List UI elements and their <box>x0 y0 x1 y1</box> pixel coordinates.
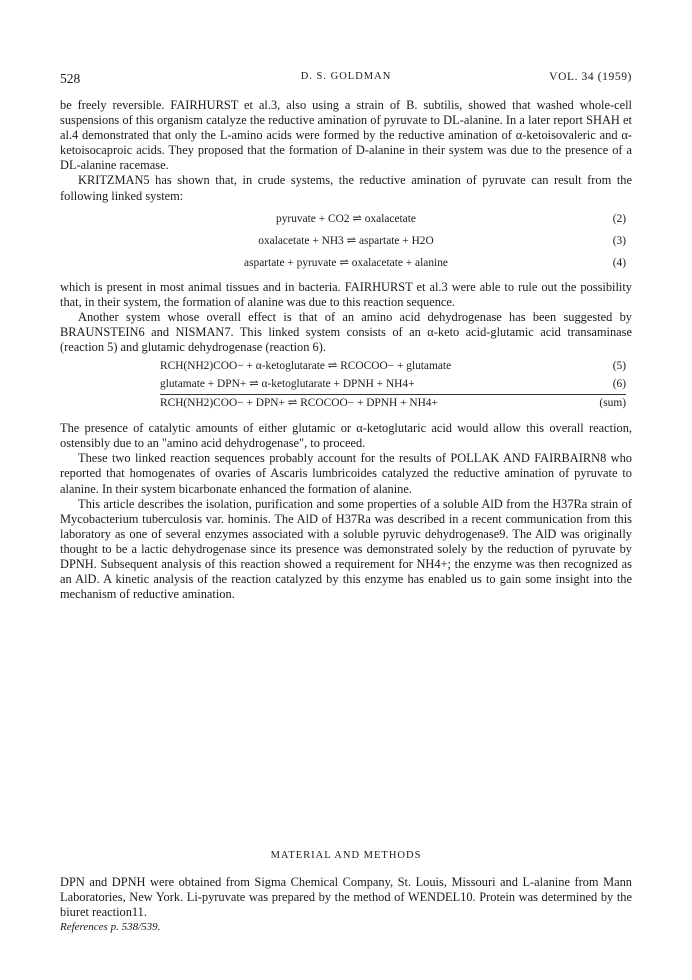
equation-text: pyruvate + CO2 ⇌ oxalacetate <box>276 212 416 225</box>
volume-info: VOL. 34 (1959) <box>549 71 632 83</box>
equation-number: (6) <box>612 378 626 391</box>
paragraph-7: This article describes the isolation, purification and some properties of a soluble AlD from the H37Ra strain of Mycobacterium tuberculosis var. hominis. The AlD of H37Ra was described in a recent communication from this laboratory as one of several enzymes associated with a soluble pyruvic dehydrogenase9. The AlD was originally thought to be a lactic dehydrogenase since its presence was demonstrated solely by the reduction of pyruvate by DPNH. Subsequent analysis of this reaction showed a requirement for NH4+; the enzyme was then recognized as an AlD. A kinetic analysis of the reaction catalyzed by this enzyme has enabled us to gain some insight into the mechanism of reductive amination. <box>60 496 632 602</box>
page-number: 528 <box>60 71 81 86</box>
equation-sum <box>160 395 632 413</box>
paragraph-4: Another system whose overall effect is that of an amino acid dehydrogenase has been suggested by BRAUNSTEIN6 and NISMAN7. This linked system consists of an α-keto acid-glutamic acid transaminase (reaction 5) and glutamic dehydrogenase (reaction 6). <box>60 309 632 355</box>
equation-number: (4) <box>612 256 626 269</box>
equation-5 <box>160 358 632 376</box>
references-footnote: References p. 538/539. <box>60 921 161 934</box>
equation-text: RCH(NH2)COO− + DPN+ ⇌ RCOCOO− + DPNH + NH4+ <box>160 397 438 410</box>
equation-6 <box>160 376 632 394</box>
equation-text: RCH(NH2)COO− + α-ketoglutarate ⇌ RCOCOO− + glutamate <box>160 360 452 373</box>
equation-2 <box>60 208 632 230</box>
equation-number: (2) <box>612 212 626 225</box>
equation-text: oxalacetate + NH3 ⇌ aspartate + H2O <box>258 234 434 247</box>
paragraph-5: The presence of catalytic amounts of either glutamic or α-ketoglutaric acid would allow this overall reaction, ostensibly due to an "amino acid dehydrogenase", to proceed. <box>60 421 632 451</box>
paragraph-3: which is present in most animal tissues and in bacteria. FAIRHURST et al.3 were able to rule out the possibility that, in their system, the formation of alanine was due to this reaction sequence. <box>60 279 632 309</box>
equation-text: glutamate + DPN+ ⇌ α-ketoglutarate + DPNH + NH4+ <box>160 378 415 391</box>
equation-number: (sum) <box>599 397 626 410</box>
main-text <box>60 98 632 602</box>
equation-text: aspartate + pyruvate ⇌ oxalacetate + alanine <box>244 256 448 269</box>
equation-number: (5) <box>612 360 626 373</box>
equation-number: (3) <box>612 234 626 247</box>
paragraph-6: These two linked reaction sequences probably account for the results of POLLAK AND FAIRBAIRN8 who reported that homogenates of ovaries of Ascaris lumbricoides catalyzed the reductive amination of pyruvate to alanine. In their system bicarbonate enhanced the formation of alanine. <box>60 451 632 496</box>
methods-text <box>60 875 632 935</box>
paragraph-1: be freely reversible. FAIRHURST et al.3, also using a strain of B. subtilis, showed that washed whole-cell suspensions of this organism catalyze the reductive amination of pyruvate to DL-alanine. In a later report SHAH et al.4 demonstrated that only the L-amino acids were formed by the reductive amination of α-ketoisovaleric and α-ketoisocaproic acids. They proposed that the formation of D-alanine in their system was due to the presence of a DL-alanine racemase. <box>60 98 632 173</box>
author-name: D. S. GOLDMAN <box>300 71 392 82</box>
running-header <box>60 71 632 89</box>
paragraph-2: KRITZMAN5 has shown that, in crude systems, the reductive amination of pyruvate can result from the following linked system: <box>60 173 632 203</box>
paragraph-8: DPN and DPNH were obtained from Sigma Chemical Company, St. Louis, Missouri and L-alanine from Mann Laboratories, New York. Li-pyruvate was prepared by the method of WENDEL10. Protein was determined by the biuret reaction11. <box>60 875 632 920</box>
section-heading: MATERIAL AND METHODS <box>270 850 422 861</box>
equation-4 <box>60 252 632 274</box>
equation-3 <box>60 230 632 252</box>
